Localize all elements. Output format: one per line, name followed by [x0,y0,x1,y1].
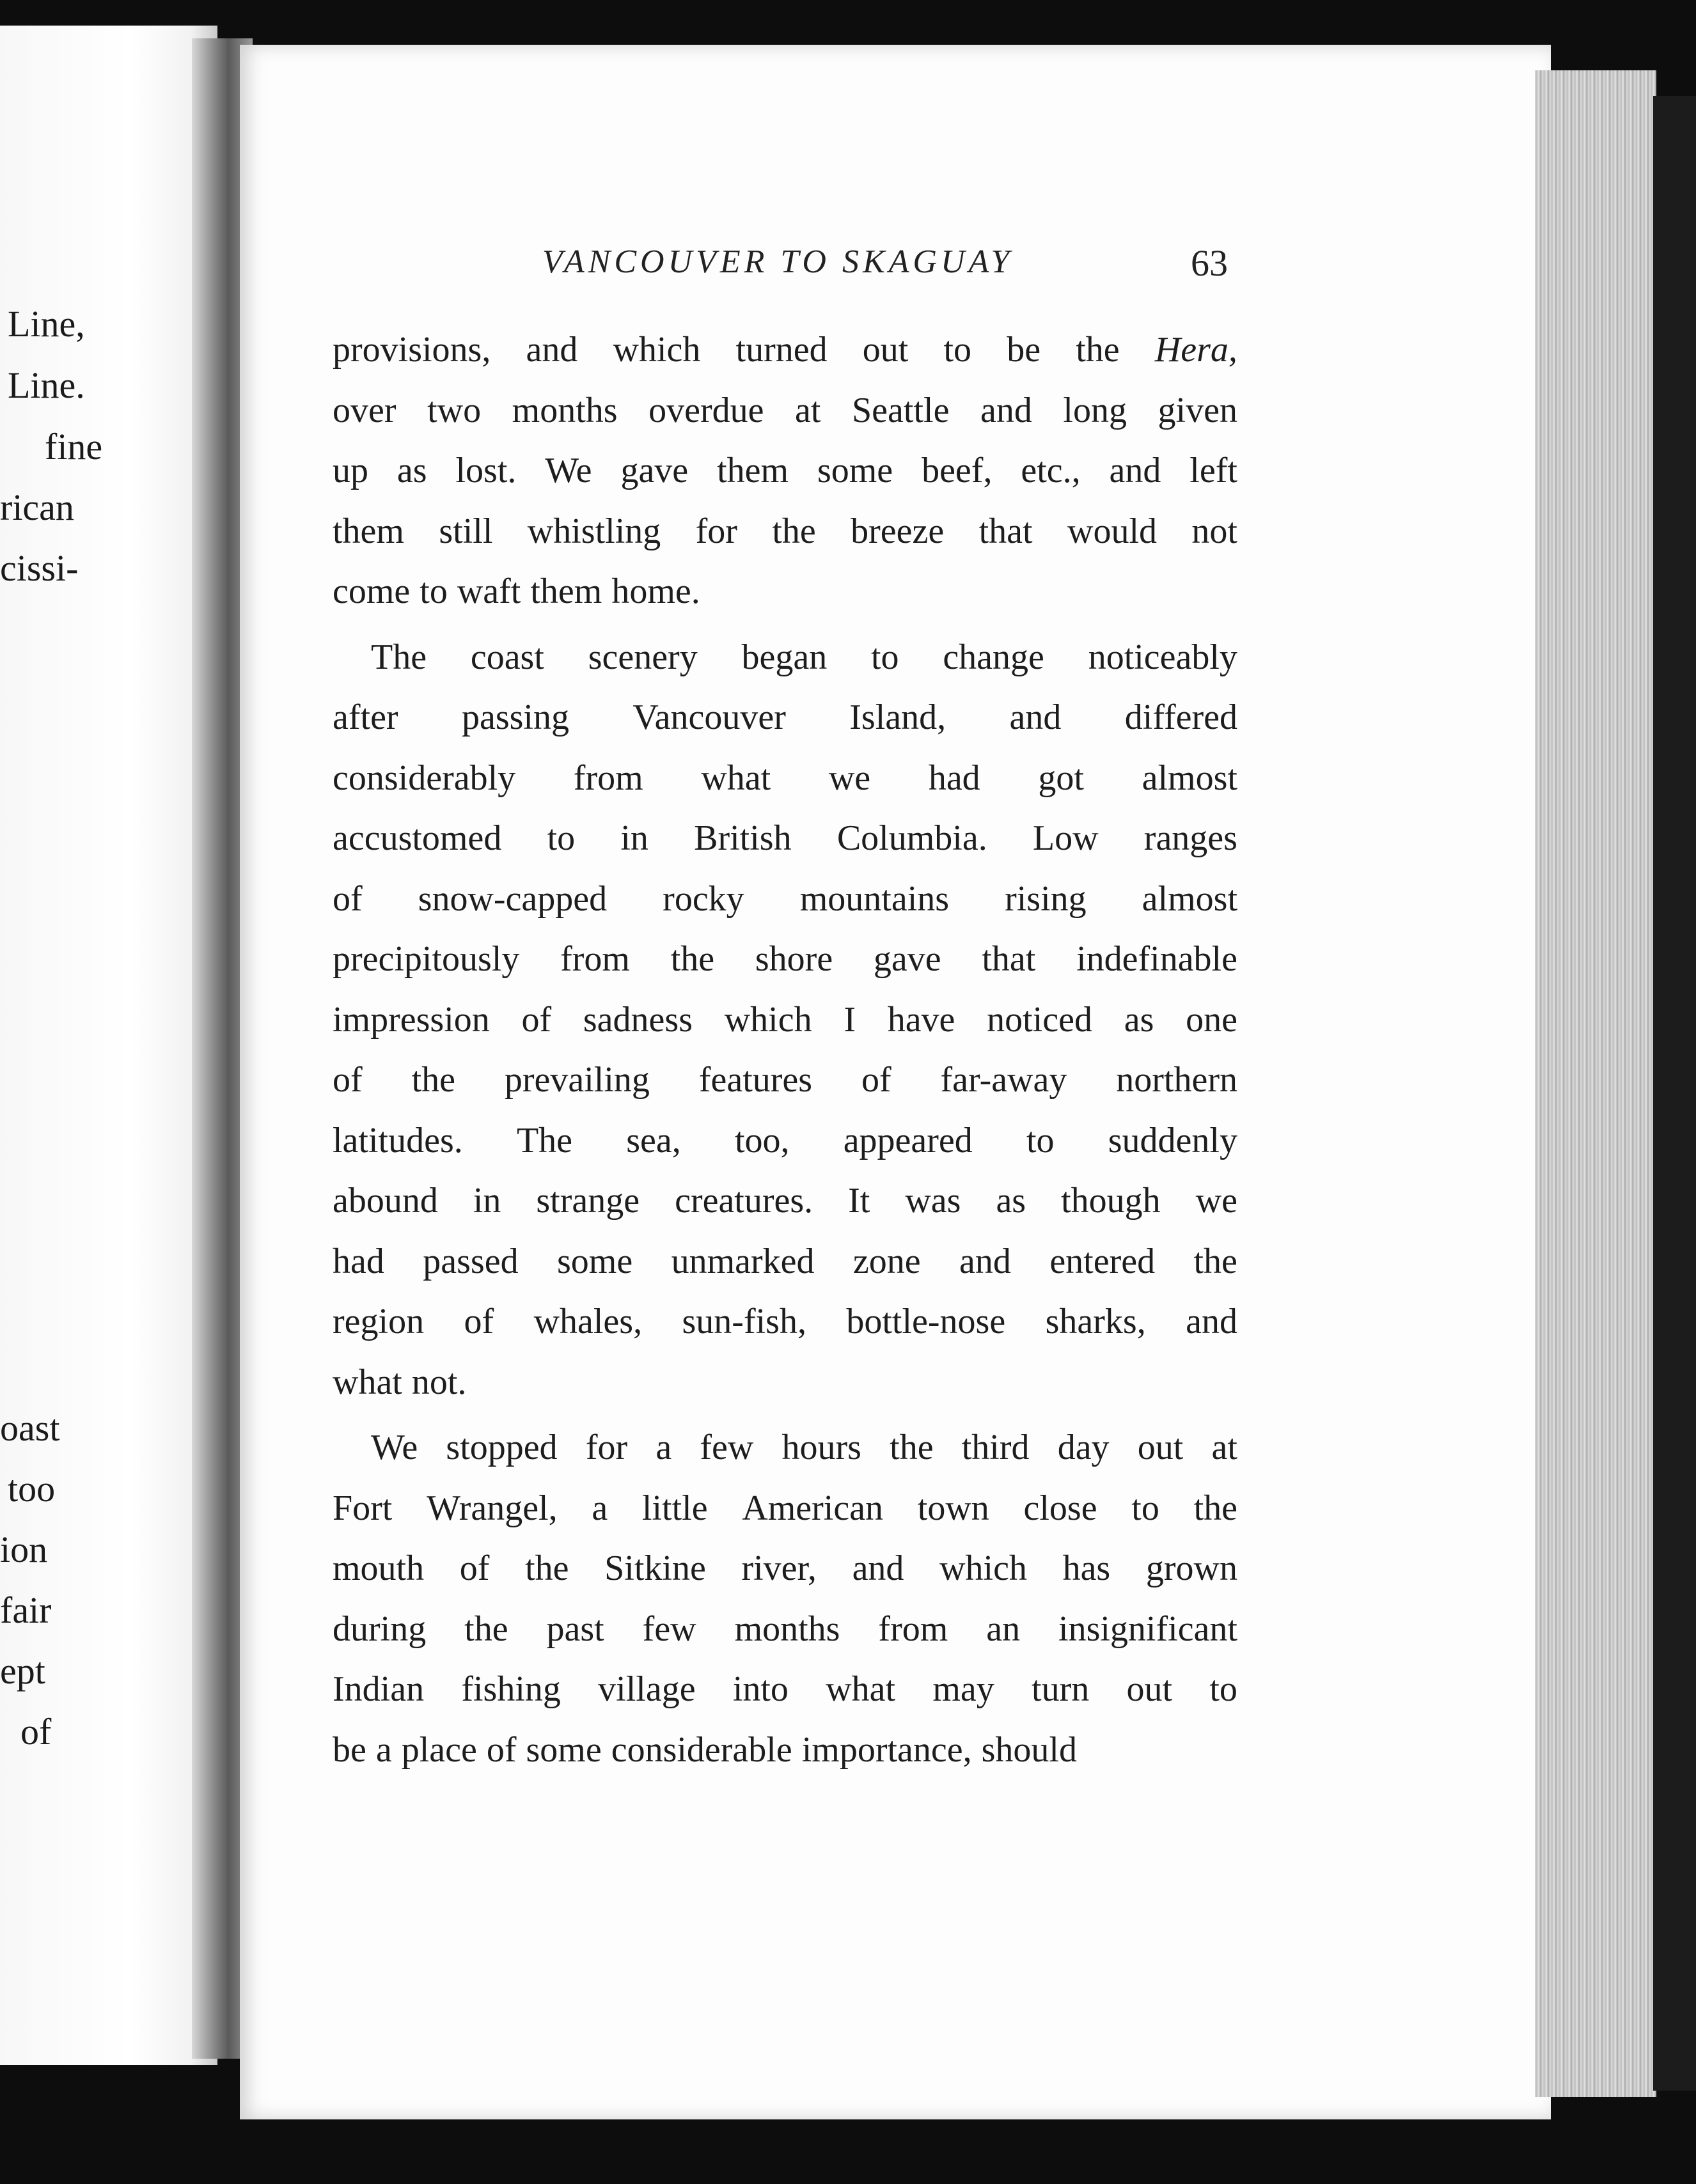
text-line: region of whales, sun-fish, bottle-nose sharks, and [333,1302,1237,1341]
body-text [333,320,1237,1780]
text-line: The coast scenery began to change noticeably [371,637,1237,677]
paragraph [333,1417,1237,1780]
book-cover-edge [1653,96,1696,2091]
text-line: considerably from what we had got almost [333,758,1237,798]
text-line: impression of sadness which I have noticed as one [333,999,1237,1040]
text-line: them still whistling for the breeze that would not [333,511,1237,551]
text-line: during the past few months from an insignificant [333,1609,1237,1649]
left-page-fragment: ept [0,1650,45,1692]
text-line: up as lost. We gave them some beef, etc., and left [333,451,1237,490]
text-line: over two months overdue at Seattle and long given [333,390,1237,430]
text-line: of snow-capped rocky mountains rising almost [333,878,1237,919]
page-number: 63 [1191,242,1228,284]
text-line: come to waft them home. [333,572,700,611]
text-line: latitudes. The sea, too, appeared to suddenly [333,1120,1237,1160]
left-page-fragment: ion [0,1529,48,1570]
left-page-fragment: of [20,1711,52,1752]
text-line: abound in strange creatures. It was as though we [333,1181,1237,1221]
left-page [0,26,217,2065]
text-line: what not. [333,1362,467,1402]
running-head: VANCOUVER TO SKAGUAY [542,244,1014,280]
text-line: accustomed to in British Columbia. Low ranges [333,818,1237,858]
left-page-fragment: too [8,1468,56,1509]
text-line: had passed some unmarked zone and entered the [333,1241,1237,1281]
text-line: of the prevailing features of far-away northern [333,1060,1237,1100]
left-page-fragment: Line. [8,364,85,406]
left-page-fragment: oast [0,1407,60,1449]
text-line: be a place of some considerable importance, should [333,1729,1077,1770]
text-line: after passing Vancouver Island, and differed [333,698,1237,737]
text-line: Indian fishing village into what may turn out to [333,1669,1237,1709]
text-line: Fort Wrangel, a little American town close to the [333,1488,1237,1528]
italic-ship-name: Hera, [1154,330,1237,370]
left-page-fragment: fair [0,1589,52,1631]
text-line: mouth of the Sitkine river, and which has grown [333,1548,1237,1588]
left-page-fragment: cissi- [0,547,79,589]
text-line: provisions, and which turned out to be the Hera, [333,320,1237,380]
paragraph [333,320,1237,622]
text-line: precipitously from the shore gave that indefinable [333,939,1237,979]
left-page-fragment: fine [45,426,103,467]
page-fore-edge [1535,70,1656,2097]
left-page-fragment: rican [0,487,74,528]
paragraph [333,627,1237,1413]
left-page-fragment: Line, [8,303,85,345]
text-line: We stopped for a few hours the third day out at [371,1428,1237,1467]
